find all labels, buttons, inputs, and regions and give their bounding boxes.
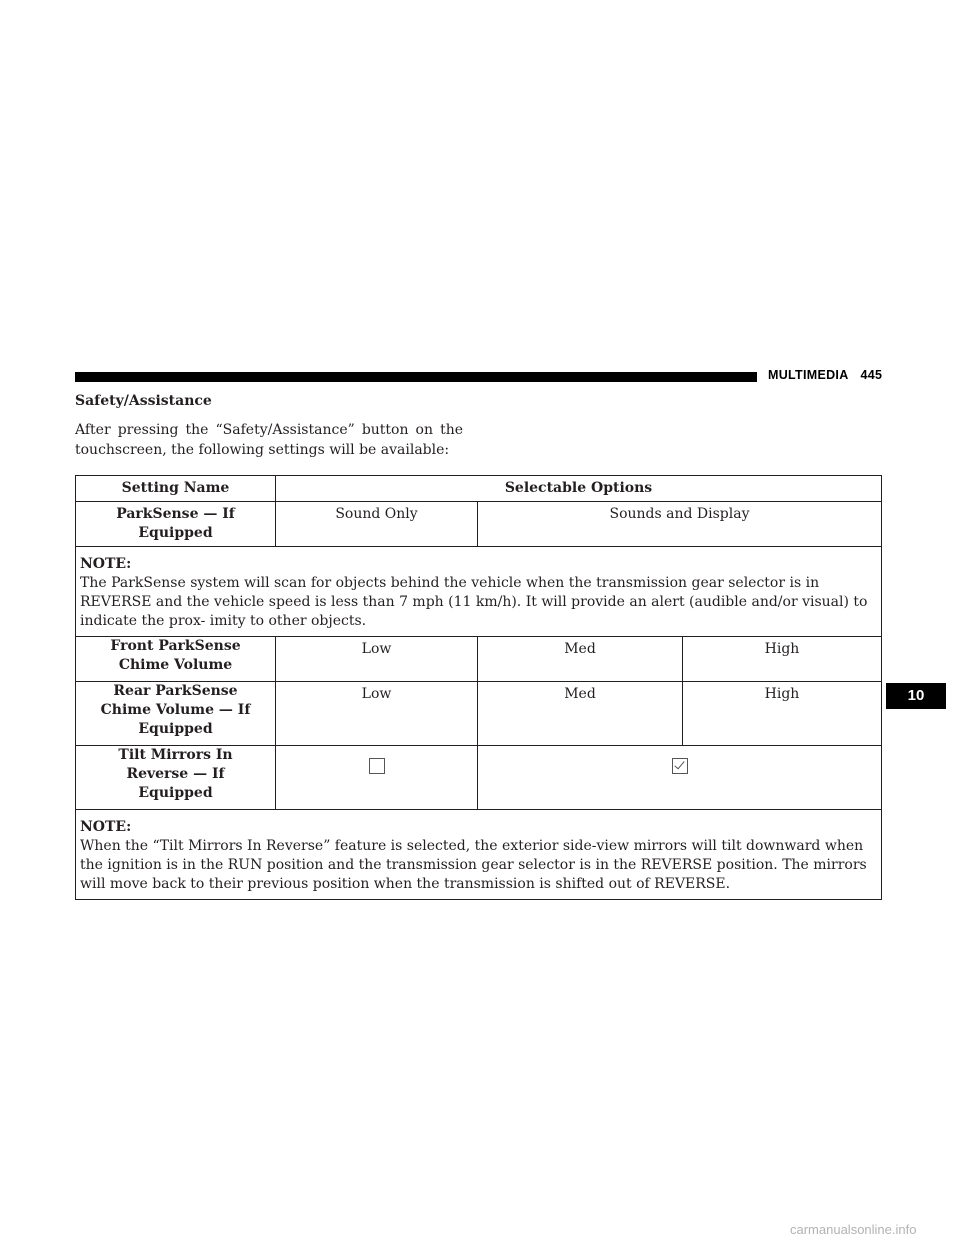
header-rule xyxy=(75,372,757,382)
table-row xyxy=(76,637,882,682)
option-cell: Low xyxy=(276,682,478,746)
option-cell: High xyxy=(683,637,882,682)
chapter-tab: 10 xyxy=(886,683,946,709)
header-section: MULTIMEDIA xyxy=(768,368,849,382)
option-cell: Med xyxy=(478,637,683,682)
option-cell xyxy=(478,746,882,810)
option-cell: Med xyxy=(478,682,683,746)
header-selectable-options: Selectable Options xyxy=(276,476,882,502)
option-cell: High xyxy=(683,682,882,746)
note-row xyxy=(76,810,882,900)
note-text: The ParkSense system will scan for objects behind the vehicle when the transmission gear selector is in REVERSE and the vehicle speed is less than 7 mph (11 km/h). It will provide an alert (audible and/or visual) to indicate the prox- imity to other objects. xyxy=(80,575,868,629)
page-number: 445 xyxy=(860,368,883,382)
table-row xyxy=(76,502,882,547)
setting-name: ParkSense — If Equipped xyxy=(76,502,276,547)
table-row xyxy=(76,682,882,746)
note-label: NOTE: xyxy=(80,556,132,572)
setting-name: Rear ParkSense Chime Volume — If Equipped xyxy=(76,682,276,746)
intro-paragraph: After pressing the “Safety/Assistance” button on the touchscreen, the following settings will be available: xyxy=(75,422,463,458)
note-text: When the “Tilt Mirrors In Reverse” feature is selected, the exterior side-view mirrors will tilt downward when the ignition is in the RUN position and the transmission gear selector is in the REVERSE position. The mirrors will move back to their previous position when the transmission is shifted out of REVERSE. xyxy=(80,838,867,892)
note-label: NOTE: xyxy=(80,819,132,835)
section-title: Safety/Assistance xyxy=(75,393,212,409)
note-row xyxy=(76,547,882,637)
running-header xyxy=(768,368,882,382)
settings-table xyxy=(75,475,882,900)
option-cell: Sound Only xyxy=(276,502,478,547)
option-cell: Sounds and Display xyxy=(478,502,882,547)
note-cell xyxy=(76,547,882,637)
table-header-row xyxy=(76,476,882,502)
watermark: carmanualsonline.info xyxy=(790,1222,917,1237)
checkbox-checked-icon xyxy=(672,758,688,774)
option-cell xyxy=(276,746,478,810)
setting-name: Front ParkSense Chime Volume xyxy=(76,637,276,682)
setting-name: Tilt Mirrors In Reverse — If Equipped xyxy=(76,746,276,810)
header-setting-name: Setting Name xyxy=(76,476,276,502)
table-row xyxy=(76,746,882,810)
checkbox-empty-icon xyxy=(369,758,385,774)
note-cell xyxy=(76,810,882,900)
option-cell: Low xyxy=(276,637,478,682)
